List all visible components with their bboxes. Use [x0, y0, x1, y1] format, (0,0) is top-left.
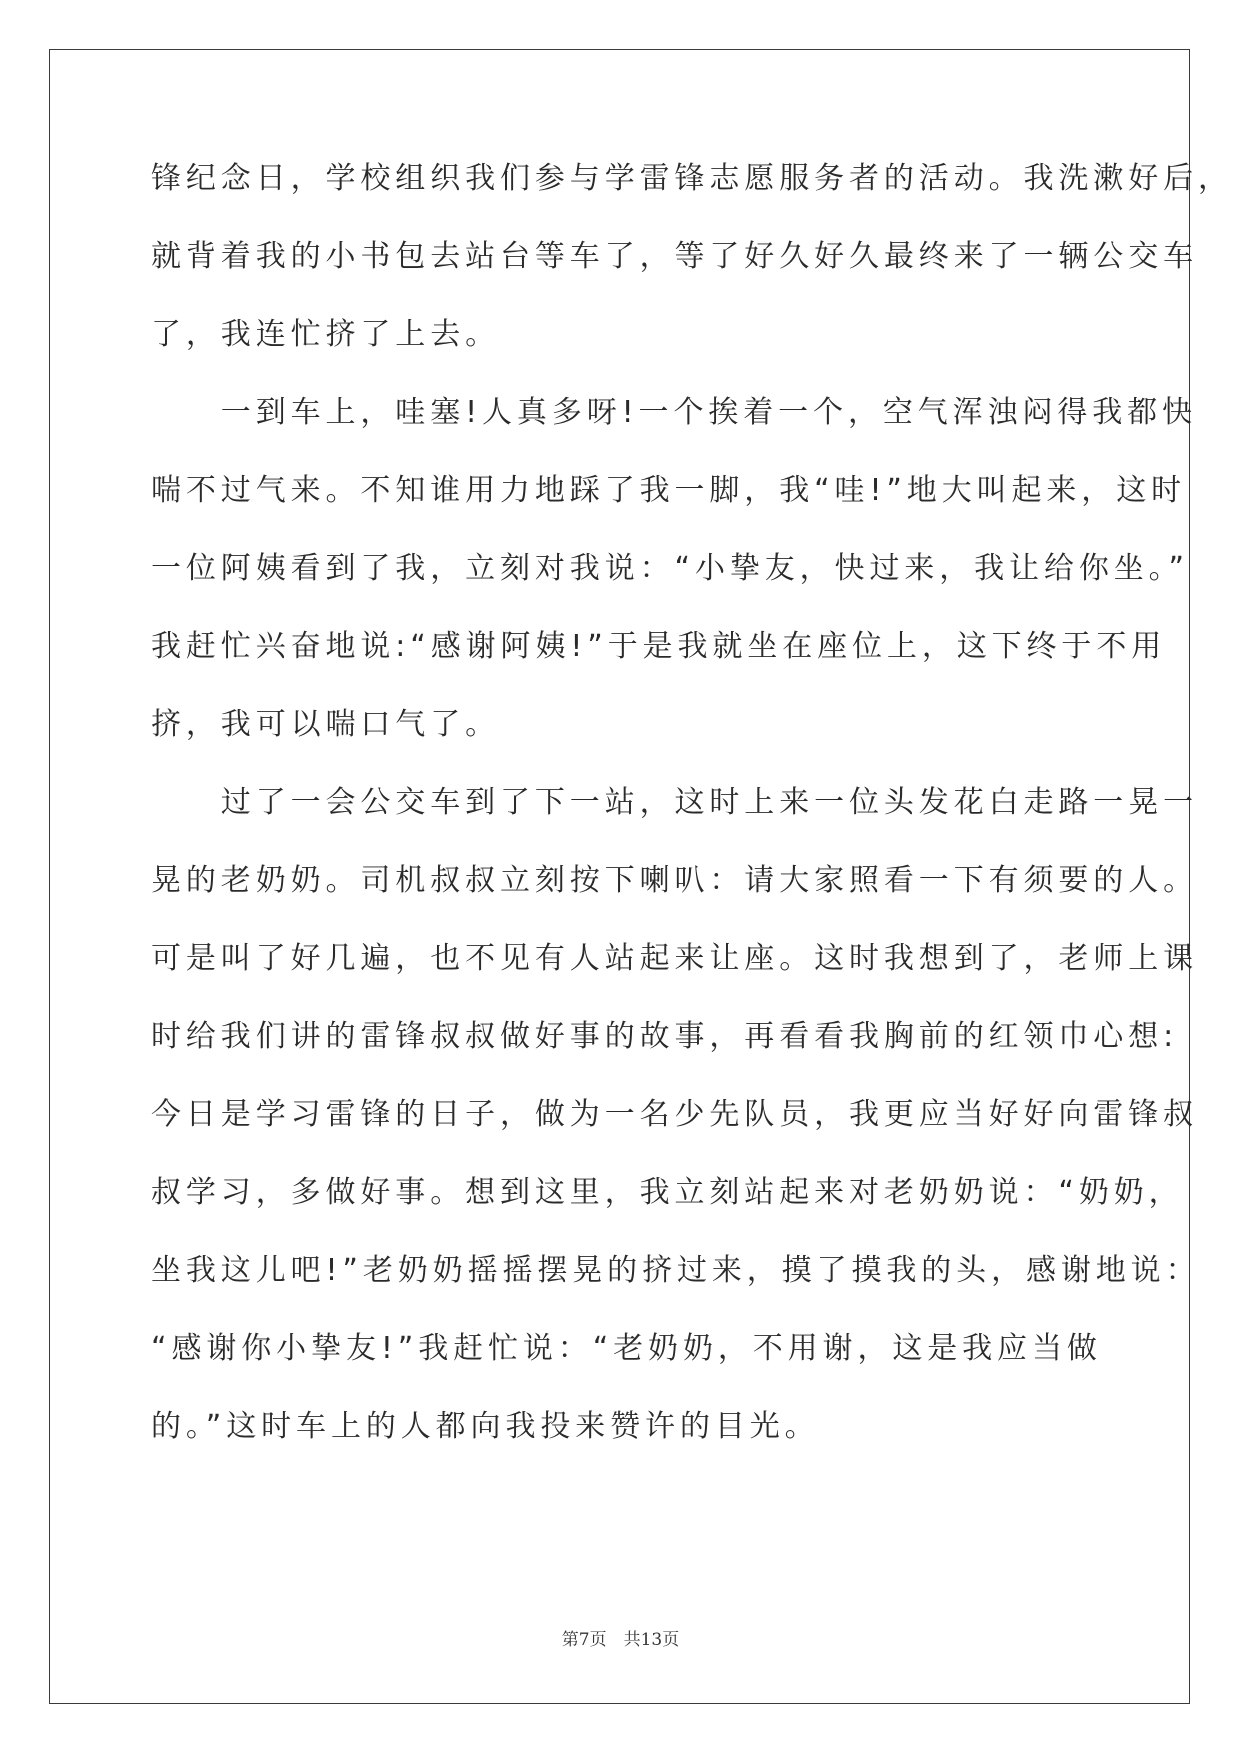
text-line: 叔学习，多做好事。想到这里，我立刻站起来对老奶奶说：“奶奶， — [151, 1175, 1184, 1210]
text-line: “感谢你小挚友!”我赶忙说：“老奶奶，不用谢，这是我应当做 — [151, 1331, 1102, 1366]
text-line: 就背着我的小书包去站台等车了，等了好久好久最终来了一辆公交车 — [151, 239, 1198, 274]
text-line: 锋纪念日，学校组织我们参与学雷锋志愿服务者的活动。我洗漱好后， — [151, 161, 1233, 196]
text-line: 今日是学习雷锋的日子，做为一名少先队员，我更应当好好向雷锋叔 — [151, 1097, 1198, 1132]
text-line: 挤，我可以喘口气了。 — [151, 707, 500, 742]
text-line: 过了一会公交车到了下一站，这时上来一位头发花白走路一晃一 — [151, 785, 1198, 820]
text-line: 的。”这时车上的人都向我投来赞许的目光。 — [151, 1409, 820, 1444]
text-line: 一位阿姨看到了我，立刻对我说：“小挚友，快过来，我让给你坐。” — [151, 551, 1189, 586]
text-line: 一到车上，哇塞!人真多呀!一个挨着一个，空气浑浊闷得我都快 — [151, 395, 1197, 430]
text-line: 我赶忙兴奋地说:“感谢阿姨!”于是我就坐在座位上，这下终于不用 — [151, 629, 1167, 664]
text-line: 时给我们讲的雷锋叔叔做好事的故事，再看看我胸前的红领巾心想: — [151, 1019, 1179, 1054]
text-line: 晃的老奶奶。司机叔叔立刻按下喇叭：请大家照看一下有须要的人。 — [151, 863, 1198, 898]
page-number: 第7页 共13页 — [561, 1630, 680, 1650]
text-line: 喘不过气来。不知谁用力地踩了我一脚，我“哇!”地大叫起来，这时 — [151, 473, 1187, 508]
text-line: 坐我这儿吧!”老奶奶摇摇摆晃的挤过来，摸了摸我的头，感谢地说： — [151, 1253, 1201, 1288]
text-line: 了，我连忙挤了上去。 — [151, 317, 500, 352]
text-line: 可是叫了好几遍，也不见有人站起来让座。这时我想到了，老师上课 — [151, 941, 1198, 976]
